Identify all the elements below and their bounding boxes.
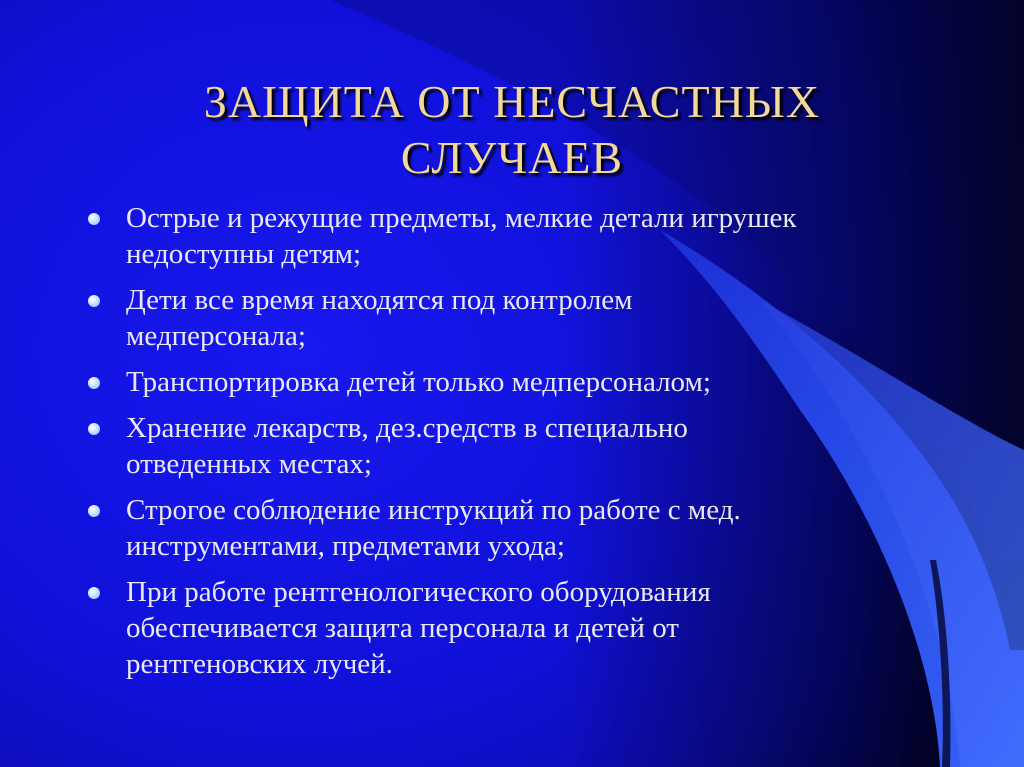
bullet-dot-icon: [88, 505, 100, 517]
bullet-text-line: обеспечивается защита персонала и детей от: [126, 612, 679, 644]
bullet-dot-icon: [88, 295, 100, 307]
bullet-text-line: Строгое соблюдение инструкций по работе с мед.: [126, 494, 741, 526]
bullet-text-line: При работе рентгенологического оборудования: [126, 576, 711, 608]
bullet-item: [88, 364, 948, 400]
bullet-item: [88, 282, 948, 354]
slide-title-line2: СЛУЧАЕВ: [400, 132, 624, 183]
bullet-text-line: Острые и режущие предметы, мелкие детали игрушек: [126, 202, 797, 234]
bullet-dot-icon: [88, 587, 100, 599]
bullet-text-line: инструментами, предметами ухода;: [126, 530, 565, 562]
bullet-text-line: недоступны детям;: [126, 238, 362, 270]
bullet-text-line: медперсонала;: [126, 320, 306, 352]
bullet-dot-icon: [88, 423, 100, 435]
bullet-item: [88, 410, 948, 482]
bullet-item: [88, 574, 948, 682]
bullet-item: [88, 200, 948, 272]
bullet-text-line: отведенных местах;: [126, 448, 372, 480]
bullet-dot-icon: [88, 377, 100, 389]
slide-title-line1: ЗАЩИТА ОТ НЕСЧАСТНЫХ: [203, 76, 821, 127]
slide-title: [0, 74, 1024, 186]
bullet-text-line: рентгеновских лучей.: [126, 648, 393, 680]
bullet-list: [88, 200, 948, 692]
bullet-text-line: Хранение лекарств, дез.средств в специально: [126, 412, 688, 444]
bullet-dot-icon: [88, 213, 100, 225]
bullet-text-line: Транспортировка детей только медперсоналом;: [126, 366, 711, 398]
bullet-text-line: Дети все время находятся под контролем: [126, 284, 633, 316]
bullet-item: [88, 492, 948, 564]
